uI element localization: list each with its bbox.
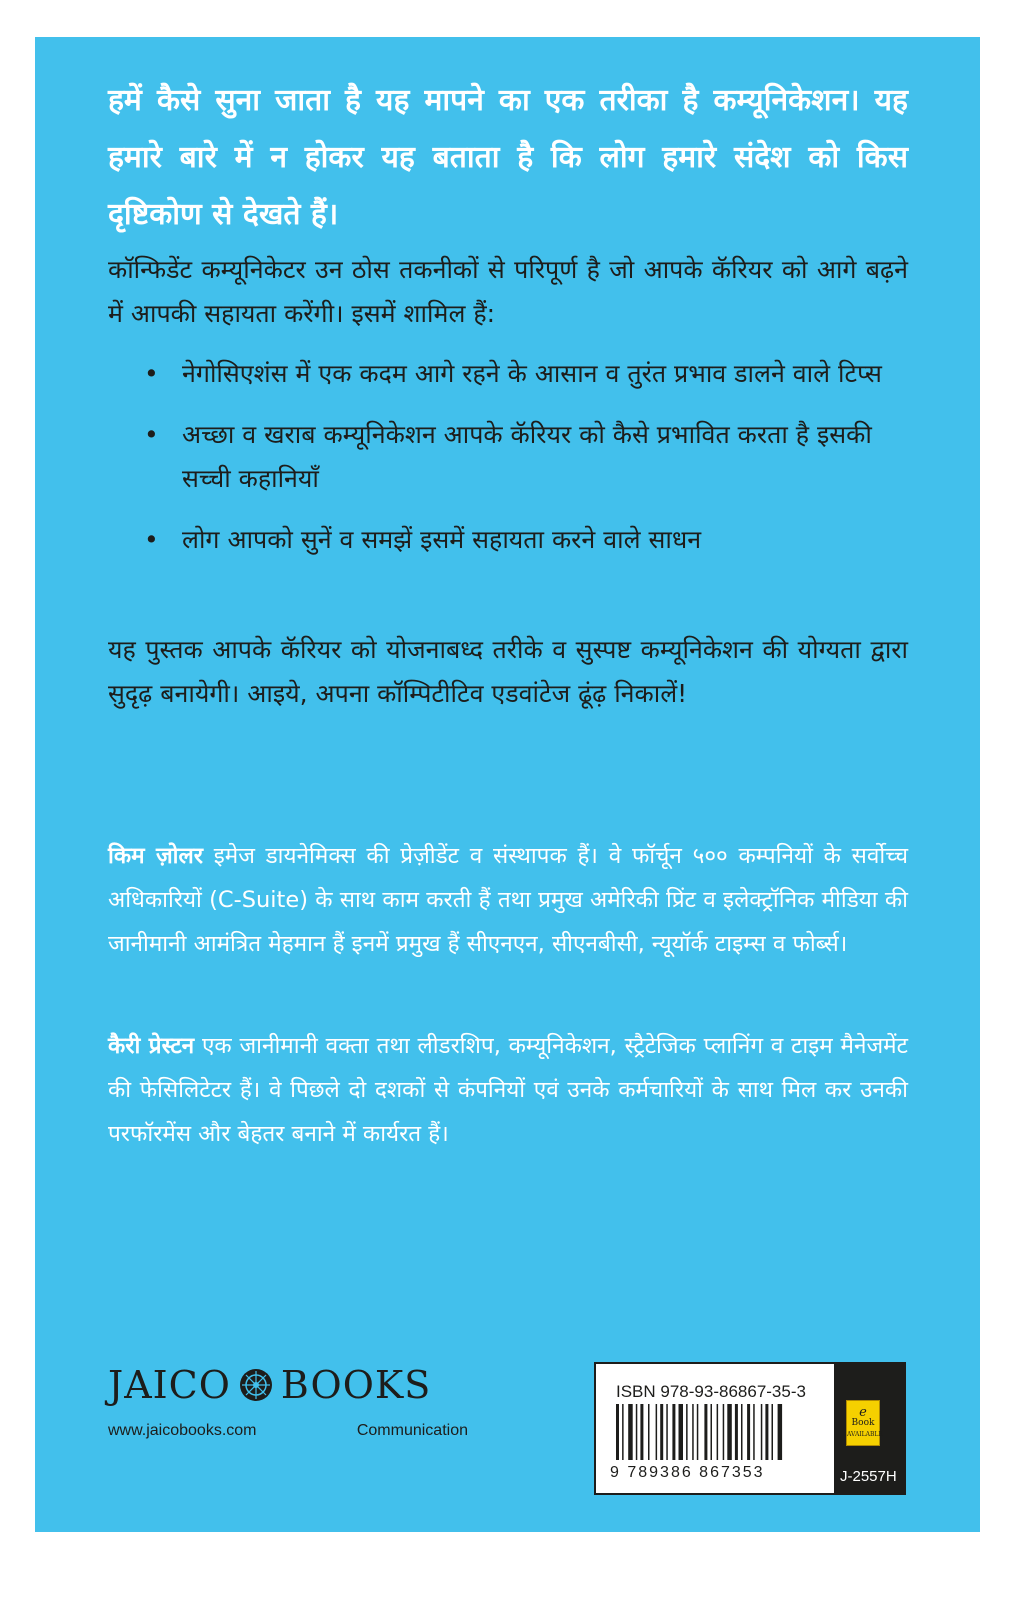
feature-list (140, 352, 900, 579)
barcode-stripe (753, 1404, 755, 1460)
barcode-stripe (622, 1404, 624, 1460)
barcode-stripe (628, 1404, 633, 1460)
barcode-stripe (727, 1404, 732, 1460)
barcode-stripe (723, 1404, 725, 1460)
brand-right: BOOKS (280, 1363, 432, 1407)
closing-paragraph: यह पुस्तक आपके कॅरियर को योजनाबध्द तरीके व सुस्पष्ट कम्यूनिकेशन की योग्यता द्वारा सुदृढ़ बनायेगी। आइये, अपना कॉम्पिटीटिव एडवांटेज ढूंढ़ निकालें! (108, 635, 908, 708)
barcode-stripe (735, 1404, 738, 1460)
brand-left: JAICO (108, 1363, 231, 1407)
list-item: • नेगोसिएशंस में एक कदम आगे रहने के आसान व तुरंत प्रभाव डालने वाले टिप्स (140, 352, 900, 396)
ebook-letter: e (859, 1405, 867, 1420)
author-name-2: कैरी प्रेस्टन (108, 1033, 195, 1059)
barcode-stripe (679, 1404, 684, 1460)
author-bio-1-text: इमेज डायनेमिक्स की प्रेज़ीडेंट व संस्थापक हैं। वे फॉर्चून ५०० कम्पनियों के सर्वोच्च अधिकारियों (C-Suite) के साथ काम करती हैं तथा प्रमुख अमेरिकी प्रिंट व इलेक्ट्रॉनिक मीडिया की जानीमानी आमंत्रित मेहमान हैं इनमें प्रमुख हैं सीएनएन, सीएनबीसी, न्यूयॉर्क टाइम्स व फोर्ब्स। (108, 843, 908, 957)
barcode-stripe (640, 1404, 643, 1460)
barcode-digits: 9 789386 867353 (610, 1464, 765, 1481)
barcode-stripe (741, 1404, 743, 1460)
barcode-stripe (697, 1404, 699, 1460)
barcode-stripe (616, 1404, 619, 1460)
ebook-note: AVAILABLE (847, 1431, 883, 1438)
barcode-stripe (692, 1404, 694, 1460)
barcode-stripe (761, 1404, 763, 1460)
list-item: • लोग आपको सुनें व समझें इसमें सहायता करने वाले साधन (140, 518, 900, 562)
barcode-icon (616, 1404, 816, 1462)
barcode-stripe (765, 1404, 768, 1460)
list-item: • अच्छा व खराब कम्यूनिकेशन आपके कॅरियर को कैसे प्रभावित करता है इसकी सच्ची कहानियाँ (140, 413, 900, 501)
barcode-stripe (636, 1404, 638, 1460)
isbn-label: ISBN 978-93-86867-35-3 (616, 1382, 806, 1401)
barcode-stripe (660, 1404, 663, 1460)
barcode-stripe (648, 1404, 650, 1460)
barcode-stripe (686, 1404, 688, 1460)
barcode-stripe (772, 1404, 774, 1460)
author-name-1: किम ज़ोलर (108, 843, 203, 869)
author-bio-2-text: एक जानीमानी वक्ता तथा लीडरशिप, कम्यूनिकेशन, स्ट्रैटेजिक प्लानिंग व टाइम मैनेजमेंट की फेसिलिटेटर हैं। वे पिछले दो दशकों से कंपनियों एवं उनके कर्मचारियों के साथ मिल कर उनकी परफॉरमेंस और बेहतर बनाने में कार्यरत हैं। (108, 1033, 908, 1147)
barcode-stripe (656, 1404, 658, 1460)
intro-paragraph: कॉन्फिडेंट कम्यूनिकेटर उन ठोस तकनीकों से परिपूर्ण है जो आपके कॅरियर को आगे बढ़ने में आपकी सहायता करेंगी। इसमें शामिल हैं: (108, 255, 908, 328)
publisher-logo (108, 1360, 431, 1410)
barcode-stripe (672, 1404, 675, 1460)
wheel-icon (239, 1368, 273, 1402)
author-bio-2 (108, 1024, 908, 1156)
barcode-panel (594, 1362, 906, 1495)
publisher-website: www.jaicobooks.com (108, 1422, 257, 1439)
barcode-stripe (704, 1404, 707, 1460)
ebook-badge (846, 1400, 883, 1446)
publisher-block (108, 1360, 468, 1439)
book-category: Communication (356, 1422, 468, 1439)
ebook-word: Book (851, 1418, 875, 1428)
author-bio-1 (108, 834, 908, 966)
barcode-stripe (778, 1404, 783, 1460)
headline: हमें कैसे सुना जाता है यह मापने का एक तरीका है कम्यूनिकेशन। यह हमारे बारे में न होकर यह बताता है कि लोग हमारे संदेश को किस दृष्टिकोण से देखते हैं। (108, 83, 908, 232)
ebook-strip (834, 1364, 904, 1493)
barcode-stripe (717, 1404, 719, 1460)
barcode-stripe (747, 1404, 750, 1460)
barcode-stripe (711, 1404, 713, 1460)
book-code: J-2557H (840, 1468, 897, 1485)
barcode-stripe (666, 1404, 668, 1460)
